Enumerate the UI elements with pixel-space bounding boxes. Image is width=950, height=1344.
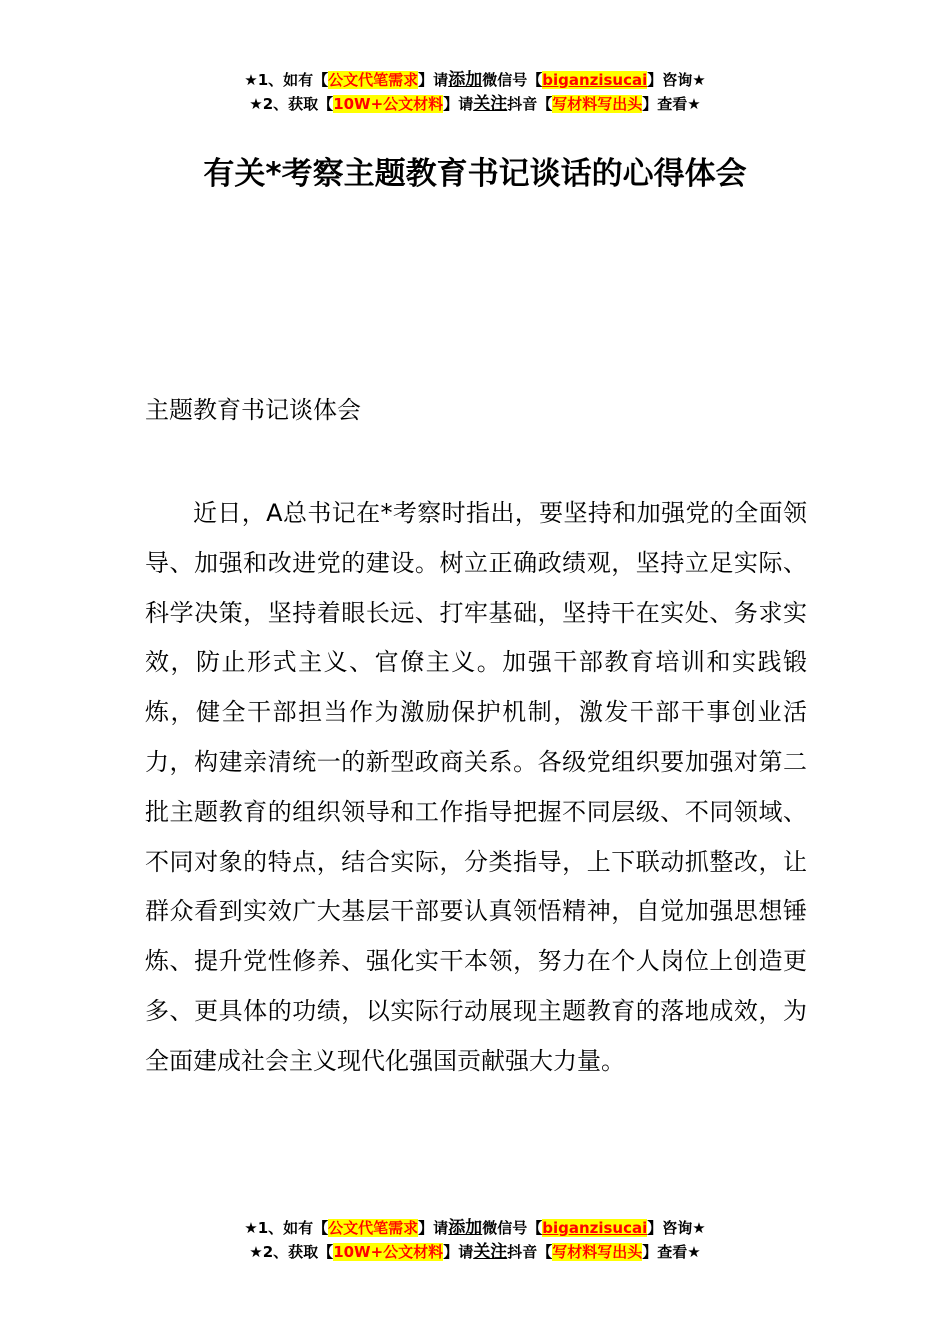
notice-line-2: [0, 92, 950, 116]
notice-text: ★1、如有【: [244, 1219, 329, 1237]
notice-text: 】查看★: [642, 1243, 701, 1261]
notice-text: 】查看★: [642, 95, 701, 113]
footer-notice: [0, 1216, 950, 1264]
notice-line-1: [0, 1216, 950, 1240]
notice-highlight: 10W+公文材料: [333, 95, 444, 113]
notice-highlight: 公文代笔需求: [328, 71, 419, 89]
notice-text: 】请: [443, 1243, 474, 1261]
notice-text: ★2、获取【: [249, 1243, 334, 1261]
header-notice: [0, 68, 950, 116]
document-title: 有关*考察主题教育书记谈话的心得体会: [203, 156, 747, 192]
notice-text: 抖音【: [507, 95, 553, 113]
notice-text: 】请: [418, 1219, 449, 1237]
notice-wechat-id: biganzisucai: [542, 1219, 648, 1237]
notice-highlight: 公文代笔需求: [328, 1219, 419, 1237]
notice-wechat-id: biganzisucai: [542, 71, 648, 89]
body-paragraph: 近日，A总书记在*考察时指出，要坚持和加强党的全面领导、加强和改进党的建设。树立正确政绩观，坚持立足实际、科学决策，坚持着眼长远、打牢基础，坚持干在实处、务求实效，防止形式主义、官僚主义。加强干部教育培训和实践锻炼，健全干部担当作为激励保护机制，激发干部干事创业活力，构建亲清统一的新型政商关系。各级党组织要加强对第二批主题教育的组织领导和工作指导把握不同层级、不同领域、不同对象的特点，结合实际，分类指导，上下联动抓整改，让群众看到实效广大基层干部要认真领悟精神，自觉加强思想锤炼、提升党性修养、强化实干本领，努力在个人岗位上创造更多、更具体的功绩，以实际行动展现主题教育的落地成效，为全面建成社会主义现代化强国贡献强大力量。: [145, 499, 807, 1075]
notice-line-1: [0, 68, 950, 92]
notice-text: 】请: [418, 71, 449, 89]
notice-text: 微信号【: [482, 1219, 543, 1237]
notice-text: ★2、获取【: [249, 95, 334, 113]
notice-emphasis: 添加: [448, 1218, 483, 1238]
notice-text: ★1、如有【: [244, 71, 329, 89]
notice-douyin-name: 写材料写出头: [552, 1243, 643, 1261]
notice-highlight: 10W+公文材料: [333, 1243, 444, 1261]
notice-emphasis: 关注: [473, 94, 508, 114]
notice-emphasis: 关注: [473, 1242, 508, 1262]
notice-douyin-name: 写材料写出头: [552, 95, 643, 113]
document-subtitle: 主题教育书记谈体会: [145, 396, 361, 424]
notice-emphasis: 添加: [448, 70, 483, 90]
notice-line-2: [0, 1240, 950, 1264]
notice-text: 】请: [443, 95, 474, 113]
notice-text: 】咨询★: [647, 1219, 706, 1237]
notice-text: 微信号【: [482, 71, 543, 89]
notice-text: 】咨询★: [647, 71, 706, 89]
notice-text: 抖音【: [507, 1243, 553, 1261]
